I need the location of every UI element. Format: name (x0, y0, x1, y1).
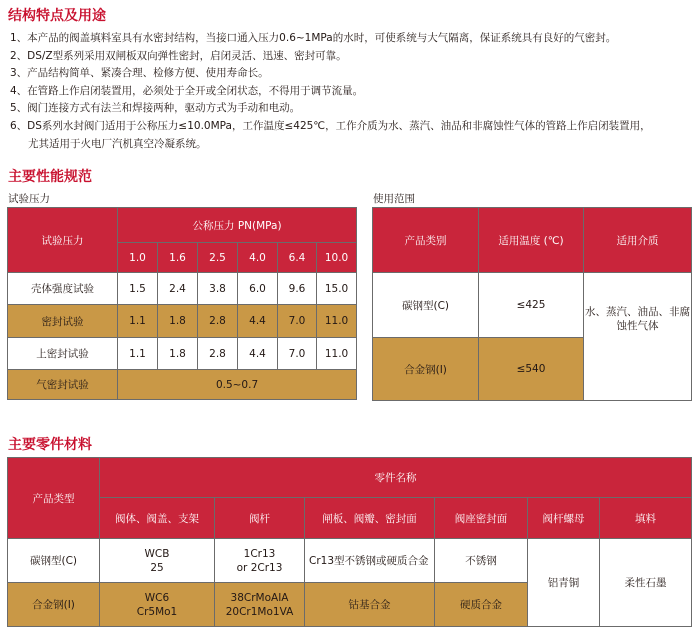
product-type-header: 产品类型 (8, 458, 100, 539)
column-header: 阀杆螺母 (528, 498, 600, 539)
row-label: 密封试验 (8, 305, 118, 338)
packing-cell: 柔性石墨 (600, 539, 692, 627)
table-cell: 1.8 (158, 305, 198, 338)
table-row (8, 539, 692, 583)
table-cell: 2.8 (198, 338, 238, 370)
table-row (8, 273, 357, 305)
table-cell: 11.0 (317, 305, 357, 338)
usage-table-caption: 使用范围 (373, 193, 415, 205)
table-cell: 3.8 (198, 273, 238, 305)
table-cell: WC6 Cr5Mo1 (100, 583, 215, 627)
row-label: 碳钢型(C) (373, 273, 479, 338)
performance-title: 主要性能规范 (8, 169, 92, 185)
pn-value: 10.0 (317, 243, 357, 273)
row-label: 合金钢(I) (373, 338, 479, 401)
table-cell: 钴基合金 (305, 583, 435, 627)
table-row (373, 273, 692, 338)
features-list (10, 30, 698, 153)
column-header: 阀体、阀盖、支架 (100, 498, 215, 539)
materials-title: 主要零件材料 (8, 437, 92, 453)
pn-value: 1.0 (118, 243, 158, 273)
pressure-table (7, 207, 357, 400)
table-cell: 1.1 (118, 305, 158, 338)
table-cell: 9.6 (278, 273, 317, 305)
row-label: 壳体强度试验 (8, 273, 118, 305)
stem-nut-cell: 铝青铜 (528, 539, 600, 627)
feature-item: 5、阀门连接方式有法兰和焊接两种，驱动方式为手动和电动。 (10, 102, 301, 115)
pn-value: 4.0 (238, 243, 278, 273)
table-row (8, 338, 357, 370)
table-cell: 4.4 (238, 305, 278, 338)
feature-item: 尤其适用于火电厂汽机真空冷凝系统。 (28, 137, 207, 150)
table-cell: 1.1 (118, 338, 158, 370)
materials-table (7, 457, 692, 627)
table-cell: 15.0 (317, 273, 357, 305)
table-cell: 1.8 (158, 338, 198, 370)
table-cell: 6.0 (238, 273, 278, 305)
table-cell: ≤425 (479, 273, 584, 338)
pn-value: 2.5 (198, 243, 238, 273)
feature-item: 4、在管路上作启闭装置用，必须处于全开或全闭状态，不得用于调节流量。 (10, 84, 364, 97)
table-cell: 不锈钢 (435, 539, 528, 583)
row-label: 上密封试验 (8, 338, 118, 370)
pn-value: 6.4 (278, 243, 317, 273)
medium-cell: 水、蒸汽、油品、非腐蚀性气体 (584, 273, 692, 401)
table-cell: 7.0 (278, 305, 317, 338)
pressure-table-caption: 试验压力 (8, 193, 50, 205)
part-name-header: 零件名称 (100, 458, 692, 498)
table-row (8, 305, 357, 338)
table-cell: 1.5 (118, 273, 158, 305)
medium-header: 适用介质 (584, 208, 692, 273)
table-cell: Cr13型不锈钢或硬质合金 (305, 539, 435, 583)
table-cell: WCB 25 (100, 539, 215, 583)
table-cell: 38CrMoAIA 20Cr1Mo1VA (215, 583, 305, 627)
table-cell: 2.4 (158, 273, 198, 305)
feature-item: 3、产品结构简单、紧凑合理、检修方便、使用寿命长。 (10, 67, 269, 80)
column-header: 阀杆 (215, 498, 305, 539)
column-header: 填料 (600, 498, 692, 539)
table-cell: 11.0 (317, 338, 357, 370)
table-cell: ≤540 (479, 338, 584, 401)
features-title: 结构特点及用途 (8, 8, 106, 24)
feature-item: 1、本产品的阀盖填料室具有水密封结构，当接口通入压力0.6~1MPa的水时，可使系统与大气隔离，保证系统具有良好的气密封。 (10, 32, 617, 44)
table-cell: 硬质合金 (435, 583, 528, 627)
column-header: 闸板、阀瓣、密封面 (305, 498, 435, 539)
feature-item: 2、DS/Z型系列采用双闸板双向弹性密封，启闭灵活、迅速、密封可靠。 (10, 49, 347, 62)
table-cell: 4.4 (238, 338, 278, 370)
table-cell: 7.0 (278, 338, 317, 370)
nominal-pressure-header: 公称压力 PN(MPa) (118, 208, 357, 243)
pn-value: 1.6 (158, 243, 198, 273)
row-label: 碳钢型(C) (8, 539, 100, 583)
table-row (8, 370, 357, 400)
test-pressure-header: 试验压力 (8, 208, 118, 273)
table-cell: 2.8 (198, 305, 238, 338)
usage-table (372, 207, 692, 401)
table-cell: 1Cr13 or 2Cr13 (215, 539, 305, 583)
row-label: 合金钢(I) (8, 583, 100, 627)
category-header: 产品类别 (373, 208, 479, 273)
column-header: 阀座密封面 (435, 498, 528, 539)
feature-item: 6、DS系列水封阀门适用于公称压力≤10.0MPa，工作温度≤425℃，工作介质为水、蒸汽、油品和非腐蚀性气体的管路上作启闭装置用， (10, 119, 651, 132)
table-cell: 0.5~0.7 (118, 370, 357, 400)
temperature-header: 适用温度 (℃) (479, 208, 584, 273)
row-label: 气密封试验 (8, 370, 118, 400)
